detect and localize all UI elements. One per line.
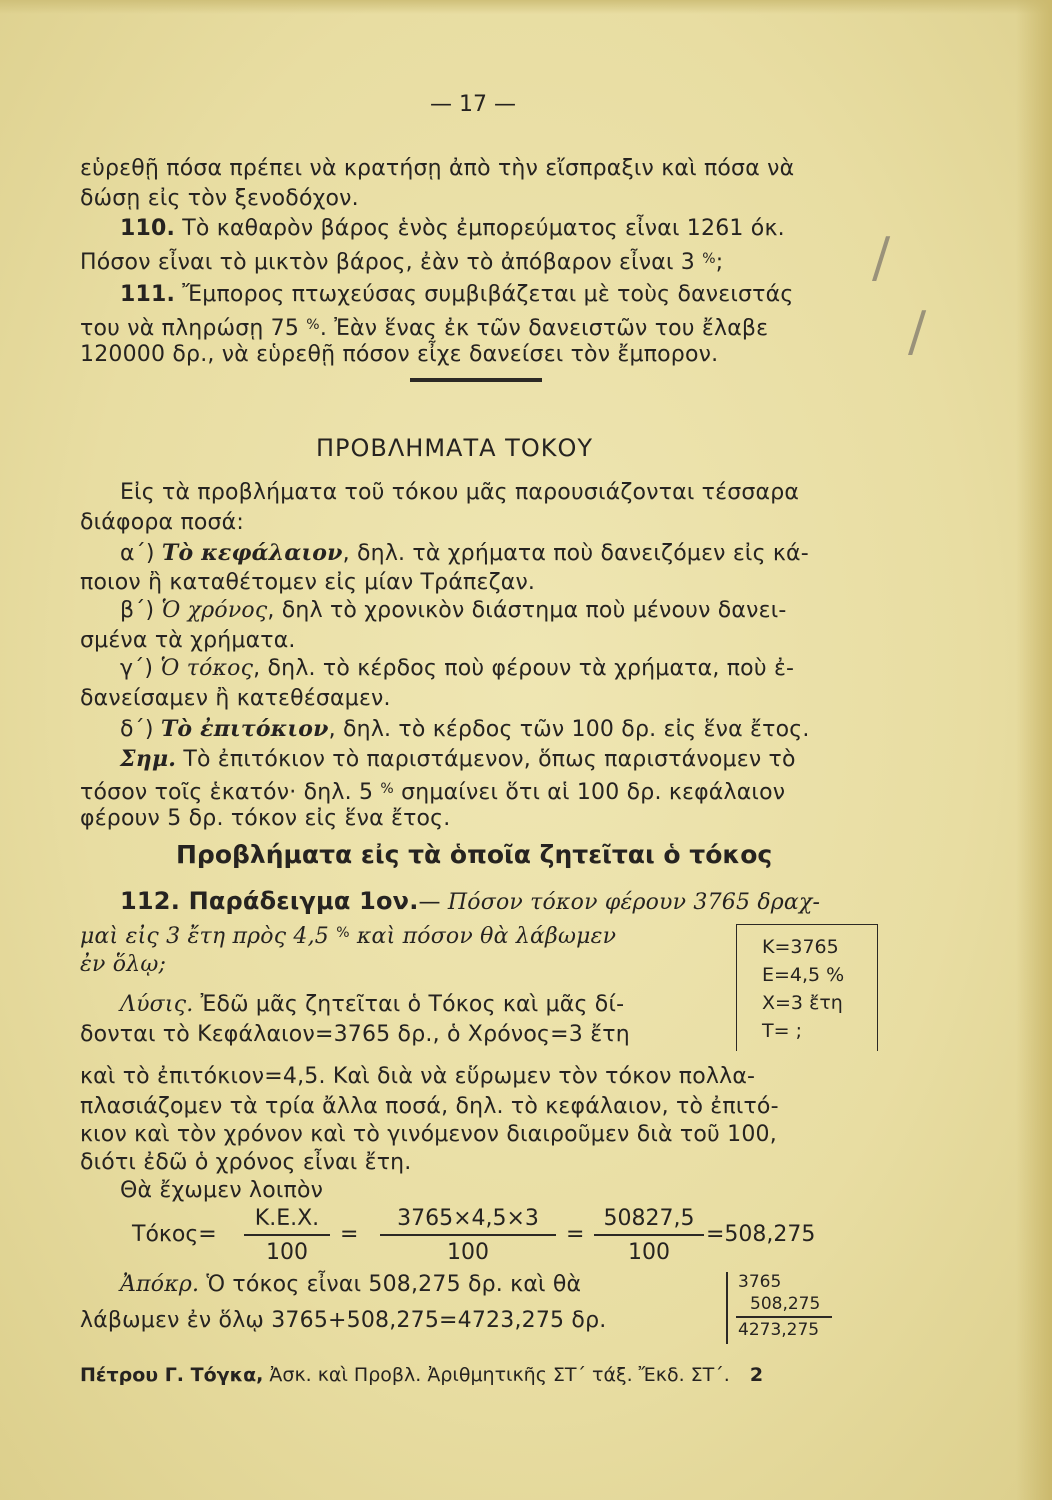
text: Ἔμπορος πτωχεύσας συμβιβάζεται μὲ τοὺς δανειστάς — [182, 282, 794, 307]
example-header — [120, 888, 820, 916]
text-line — [80, 312, 768, 342]
given-x: X=3 ἔτη — [762, 992, 843, 1014]
given-t: T= ; — [762, 1020, 802, 1042]
pencil-mark: / — [872, 226, 891, 289]
text-line: καὶ τὸ ἐπιτόκιον=4,5. Καὶ διὰ νὰ εὕρωμεν τὸν τόκον πολλα- — [80, 1064, 756, 1089]
question: καὶ πόσον θὰ λάβωμεν — [349, 924, 617, 949]
percent-sign: % — [336, 925, 350, 941]
text-line: σμένα τὰ χρήματα. — [80, 628, 296, 653]
text: Ὁ τόκος εἶναι 508,275 δρ. καὶ θὰ — [199, 1272, 582, 1297]
formula-result: =508,275 — [706, 1222, 816, 1247]
footer-title: Ἀσκ. καὶ Προβλ. Ἀριθμητικῆς ΣΤ΄ τάξ. Ἔκδ. ΣΤ΄. — [263, 1364, 730, 1386]
text: , δηλ. τὰ χρήματα ποὺ δανειζόμεν εἰς κά- — [342, 541, 809, 566]
text: Ἐδῶ μᾶς ζητεῖται ὁ Τόκος καὶ μᾶς δί- — [193, 992, 625, 1017]
definition-b — [120, 598, 786, 624]
text: , δηλ. τὸ κέρδος ποὺ φέρουν τὰ χρήματα, ποὺ ἐ- — [253, 656, 795, 681]
label: β΄) — [120, 598, 162, 623]
label: δ΄) — [120, 717, 161, 742]
text-line: ποιον ἢ καταθέτομεν εἰς μίαν Τράπεζαν. — [80, 570, 536, 595]
problem-111 — [120, 282, 793, 308]
sum-total: 4273,275 — [738, 1320, 820, 1340]
text: Τὸ καθαρὸν βάρος ἑνὸς ἐμπορεύματος εἶναι 1261 όκ. — [182, 216, 785, 241]
text-line: λάβωμεν ἐν ὅλῳ 3765+508,275=4723,275 δρ. — [80, 1308, 607, 1333]
text-line — [80, 952, 166, 978]
note-label: Σημ. — [120, 746, 177, 772]
label: γ΄) — [120, 656, 161, 681]
definition-c — [120, 656, 794, 682]
formula-lhs: Τόκος= — [132, 1222, 217, 1247]
term: Τὸ ἐπιτόκιον — [160, 716, 329, 742]
text: του νὰ πληρώσῃ 75 — [80, 316, 300, 341]
fraction-bar — [244, 1234, 330, 1236]
answer — [120, 1272, 581, 1298]
text-line — [80, 246, 723, 276]
page-number: — 17 — — [430, 92, 516, 117]
percent-sign: % — [380, 781, 394, 797]
definition-a — [120, 540, 809, 567]
given-e: E=4,5 % — [762, 964, 845, 986]
subsection-heading: Προβλήματα εἰς τὰ ὁποῖα ζητεῖται ὁ τόκος — [176, 840, 773, 869]
fraction-bar — [380, 1234, 556, 1236]
sum-divider — [726, 1272, 728, 1344]
footer-signature-number: 2 — [749, 1364, 764, 1386]
solution-label: Λύσις. — [120, 992, 194, 1017]
fraction-numerator: 3765×4,5×3 — [397, 1206, 539, 1231]
page-right-edge — [1016, 0, 1052, 1500]
text-line — [80, 920, 616, 950]
equals-sign: = — [340, 1222, 359, 1247]
text: , δηλ τὸ χρονικὸν διάστημα ποὺ μένουν δανει- — [267, 598, 787, 623]
text-line: Εἰς τὰ προβλήματα τοῦ τόκου μᾶς παρουσιάζονται τέσσαρα — [120, 480, 800, 505]
note — [120, 746, 796, 773]
sum-addend: 508,275 — [750, 1294, 821, 1314]
sum-line — [736, 1316, 832, 1318]
question: ἐν ὅλῳ; — [80, 952, 167, 977]
given-k: K=3765 — [762, 936, 839, 958]
definition-d — [120, 716, 810, 743]
term: Ὁ τόκος — [160, 656, 254, 681]
solution-start — [120, 992, 624, 1018]
problem-number: 110. — [120, 216, 176, 241]
footer-author: Πέτρου Γ. Τόγκα, — [80, 1364, 264, 1386]
text-line: δονται τὸ Κεφάλαιον=3765 δρ., ὁ Χρόνος=3 ἔτη — [80, 1022, 630, 1047]
text-line: φέρουν 5 δρ. τόκον εἰς ἕνα ἔτος. — [80, 806, 451, 831]
text-line: δανείσαμεν ἢ κατεθέσαμεν. — [80, 686, 391, 711]
percent-sign: % — [306, 317, 320, 333]
text-line: διάφορα ποσά: — [80, 510, 245, 535]
fraction-denominator: 100 — [628, 1240, 670, 1265]
text-line: 120000 δρ., νὰ εὑρεθῇ πόσον εἶχε δανείσει τὸν ἔμπορον. — [80, 342, 719, 367]
problem-number: 111. — [120, 282, 176, 307]
fraction-denominator: 100 — [447, 1240, 489, 1265]
page-top-edge — [0, 0, 1052, 14]
text-line: πλασιάζομεν τὰ τρία ἄλλα ποσά, δηλ. τὸ κεφάλαιον, τὸ ἐπιτό- — [80, 1094, 779, 1119]
answer-label: Ἀπόκρ. — [120, 1272, 200, 1297]
fraction-denominator: 100 — [266, 1240, 308, 1265]
text: Τὸ ἐπιτόκιον τὸ παριστάμενον, ὅπως παριστάνομεν τὸ — [176, 747, 796, 772]
label: α΄) — [120, 541, 162, 566]
equals-sign: = — [566, 1222, 585, 1247]
pencil-mark: / — [908, 300, 927, 363]
text-line: δώσῃ εἰς τὸν ξενοδόχον. — [80, 186, 359, 211]
sum-addend: 3765 — [738, 1272, 782, 1292]
problem-110 — [120, 216, 785, 242]
text-line — [80, 776, 785, 806]
term: Τὸ κεφάλαιον — [161, 540, 343, 566]
text-line: Θὰ ἔχωμεν λοιπὸν — [120, 1178, 324, 1203]
term: Ὁ χρόνος — [161, 598, 268, 623]
footer — [80, 1364, 763, 1386]
text: . Ἐὰν ἕνας ἐκ τῶν δανειστῶν του ἔλαβε — [319, 316, 769, 341]
text: τόσον τοῖς ἑκατόν· δηλ. 5 — [80, 780, 374, 805]
text: σημαίνει ὅτι αἱ 100 δρ. κεφάλαιον — [393, 780, 786, 805]
section-divider — [410, 378, 542, 382]
text-line: διότι ἐδῶ ὁ χρόνος εἶναι ἔτη. — [80, 1150, 412, 1175]
text: , δηλ. τὸ κέρδος τῶν 100 δρ. εἰς ἕνα ἔτος. — [328, 717, 810, 742]
fraction-numerator: Κ.Ε.Χ. — [254, 1206, 320, 1231]
example-number: 112. Παράδειγμα 1ον. — [120, 887, 419, 915]
text-line: κιον καὶ τὸν χρόνον καὶ τὸ γινόμενον διαιροῦμεν διὰ τοῦ 100, — [80, 1122, 777, 1147]
dash: — — [418, 890, 448, 915]
percent-sign: % — [702, 251, 716, 267]
question: μαὶ εἰς 3 ἔτη πρὸς 4,5 — [80, 924, 329, 949]
text: Πόσον εἶναι τὸ μικτὸν βάρος, ἐὰν τὸ ἀπόβαρον εἶναι 3 — [80, 250, 696, 275]
section-heading: ΠΡΟΒΛΗΜΑΤΑ ΤΟΚΟΥ — [316, 434, 594, 462]
text: ; — [715, 250, 724, 275]
fraction-bar — [594, 1234, 704, 1236]
text-line: εὑρεθῇ πόσα πρέπει νὰ κρατήσῃ ἀπὸ τὴν εἴσπραξιν καὶ πόσα νὰ — [80, 156, 795, 181]
question: Πόσον τόκον φέρουν 3765 δραχ- — [447, 890, 821, 915]
fraction-numerator: 50827,5 — [603, 1206, 695, 1231]
